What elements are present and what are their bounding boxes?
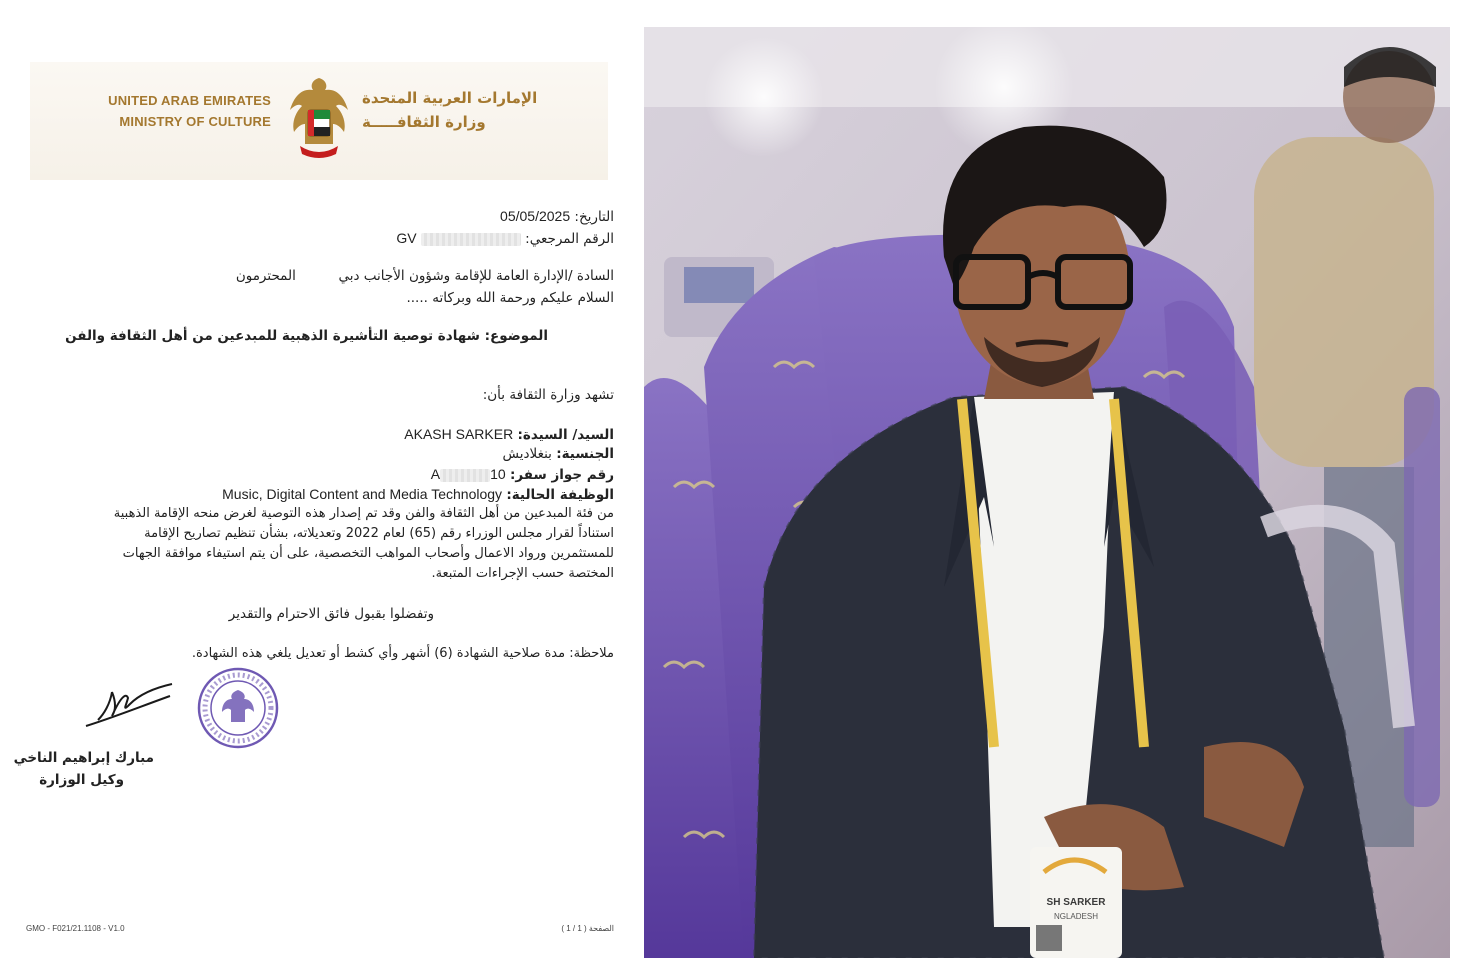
addressee-text: السادة /الإدارة العامة للإقامة وشؤون الأجانب دبي [338,268,614,284]
job-field [222,486,614,503]
event-badge [1030,847,1122,958]
ministry-seal-stamp [196,666,280,750]
body-line-1: من فئة المبدعين من أهل الثقافة والفن وقد تم إصدار هذه التوصية لغرض منحه الإقامة الذهبية [113,506,614,521]
date-value: 05/05/2025 [500,208,571,224]
letterhead-ar-country: الإمارات العربية المتحدة [362,89,538,107]
badge-name: SH SARKER [1046,897,1106,908]
passport-field [431,466,614,483]
greeting-line: السلام عليكم ورحمة الله وبركاته ..... [406,290,614,306]
signatory-title: وكيل الوزارة [39,772,124,788]
body-line-4: المختصة حسب الإجراءات المتبعة. [431,566,614,581]
passport-value-end: 10 [490,466,506,482]
job-label: الوظيفة الحالية: [506,487,614,503]
passport-value [431,466,506,482]
badge-country: NGLADESH [1053,912,1099,921]
letterhead-en-ministry: MINISTRY OF CULTURE [119,114,271,129]
nationality-label: الجنسية: [556,446,614,462]
page-number: الصفحة ( 1 / 1 ) [561,924,614,933]
job-value: Music, Digital Content and Media Technology [222,486,503,502]
subject-line: الموضوع: شهادة توصية التأشيرة الذهبية للمبدعين من أهل الثقافة والفن [65,328,548,344]
addressee-honorific: المحترمون [235,268,296,284]
date-label: التاريخ: [574,209,614,225]
nationality-value: بنغلاديش [502,446,552,462]
date-line [500,208,614,225]
passport-label: رقم جواز سفر: [510,467,614,483]
passport-value-start: A [430,466,441,482]
letterhead-en-country: UNITED ARAB EMIRATES [108,93,271,108]
certificate-letter [0,0,640,977]
uae-falcon-emblem-icon [286,74,352,162]
portrait-photo [644,27,1450,958]
name-value: AKASH SARKER [404,426,514,442]
reference-value: GV [396,230,417,246]
form-code: GMO - F021/21.1108 - V1.0 [26,924,125,933]
handwritten-signature [82,676,178,730]
name-field [404,426,614,443]
letterhead-arabic [362,86,542,134]
signatory-name: مبارك إبراهيم الناخي [13,750,154,766]
body-line-2: استناداً لقرار مجلس الوزراء رقم (65) لعام 2022 وتعديلاته، بشأن تنظيم تصاريح الإقامة [144,526,614,541]
letterhead-ar-ministry: وزارة الثقافـــــة [362,113,486,131]
closing-line: وتفضلوا بقبول فائق الاحترام والتقدير [228,606,434,622]
reference-redaction [421,233,521,246]
reference-line [396,230,614,247]
portrait-illustration [644,27,1450,958]
name-label: السيد/ السيدة: [517,427,614,443]
passport-redaction [440,469,490,482]
validity-note: ملاحظة: مدة صلاحية الشهادة (6) أشهر وأي كشط أو تعديل يلغي هذه الشهادة. [191,646,614,661]
addressee-line [236,268,614,284]
letterhead-english [96,90,271,132]
intro-line: تشهد وزارة الثقافة بأن: [482,387,614,403]
nationality-field [503,446,614,462]
body-line-3: للمستثمرين ورواد الاعمال وأصحاب المواهب التخصصية، على أن يتم استيفاء موافقة الجهات [122,546,614,561]
reference-label: الرقم المرجعي: [525,231,614,247]
